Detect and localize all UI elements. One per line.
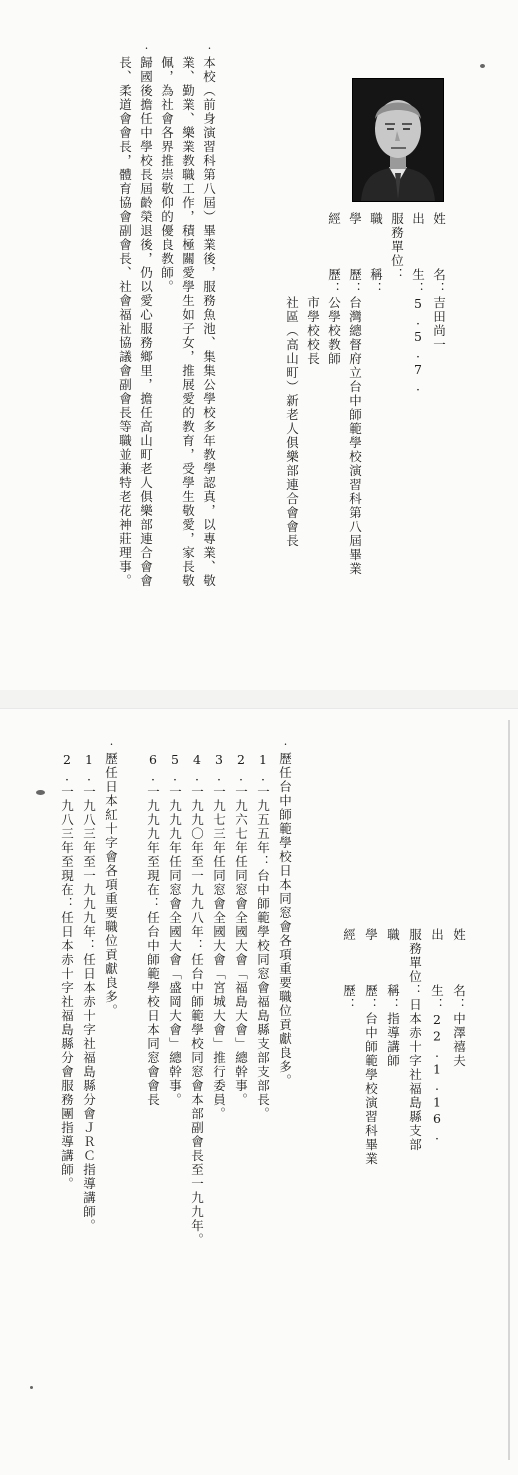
career-section-2: ‧歷任日本紅十字會各項重要職位貢獻良多。 (103, 738, 119, 1018)
career-item: 3.一九七三年任同窓會全國大會「宮城大會」推行委員。 (211, 738, 227, 1121)
career-item: 1.一九八三年至一九九九年：任日本赤十字社福島縣分會ＪＲＣ指導講師。 (81, 738, 97, 1233)
birth-line: 出 生：5.5.7. (410, 212, 426, 395)
scan-speck (30, 1386, 33, 1389)
scan-speck (36, 790, 45, 795)
biography-paragraph-2-end: 長、柔道會會長，體育協會副會長、社會福祉協議會副會長等職並兼特老花神莊理事。 (117, 42, 133, 588)
page-gap (0, 690, 518, 708)
title-line: 職 稱：指導講師 (385, 928, 401, 1068)
career-item: 1.一九五五年：台中師範學校同窓會福島縣支部支部長。 (255, 738, 271, 1121)
career-line-3: 社區（高山町）新老人俱樂部連合會會長 (284, 212, 300, 548)
career-item: 2.一九六七年任同窓會全國大會「福島大會」總幹事。 (233, 738, 249, 1107)
portrait-photo (352, 78, 444, 202)
career-section-1: ‧歷任台中師範學校日本同窓會各項重要職位貢獻良多。 (277, 738, 293, 1088)
biography-paragraph-1-end: 佩，為社會各界推崇敬仰的優良教師。 (159, 42, 175, 294)
biography-paragraph-1-cont: 業、勤業、樂業教職工作，積極關愛學生如子女，推展愛的教育，受學生敬愛，家長敬 (180, 42, 196, 588)
title-line: 職 稱： (368, 212, 384, 296)
career-item: 4.一九九〇年至一九九八年：任台中師範學校同窓會本部副會長至一九九年。 (189, 738, 205, 1247)
biography-paragraph-1: ‧本校（前身演習科第八屆）畢業後，服務魚池、集集公學校多年教學認真，以專業、敬 (201, 42, 217, 588)
career-line: 經 歷： (341, 928, 357, 1012)
scan-speck (480, 64, 485, 68)
career-item: 2.一九八三年至現在：任日本赤十字社福島縣分會服務團指導講師。 (59, 738, 75, 1191)
biography-paragraph-2: ‧歸國後擔任中學校長屆齡榮退後，仍以愛心服務鄉里，擔任高山町老人俱樂部連合會會 (138, 42, 154, 588)
education-line: 學 歷：台灣總督府立台中師範學校演習科第八屆畢業 (347, 212, 363, 576)
education-line: 學 歷：台中師範學校演習科畢業 (363, 928, 379, 1166)
name-line: 姓 名：吉田尚一 (431, 212, 447, 352)
birth-line: 出 生：22.1.16. (429, 928, 445, 1144)
career-item: 6.一九九九年至現在：任台中師範學校日本同窓會會長 (145, 738, 161, 1107)
career-item: 5.一九九九年任同窓會全國大會「盛岡大會」總幹事。 (167, 738, 183, 1107)
scan-edge (508, 720, 510, 1460)
name-line: 姓 名：中澤禧夫 (451, 928, 467, 1068)
career-line-2: 市學校校長 (305, 212, 321, 366)
employer-line: 服務單位： (389, 212, 405, 282)
career-line: 經 歷：公學校教師 (326, 212, 342, 366)
employer-line: 服務單位：日本赤十字社福島縣支部 (407, 928, 423, 1152)
